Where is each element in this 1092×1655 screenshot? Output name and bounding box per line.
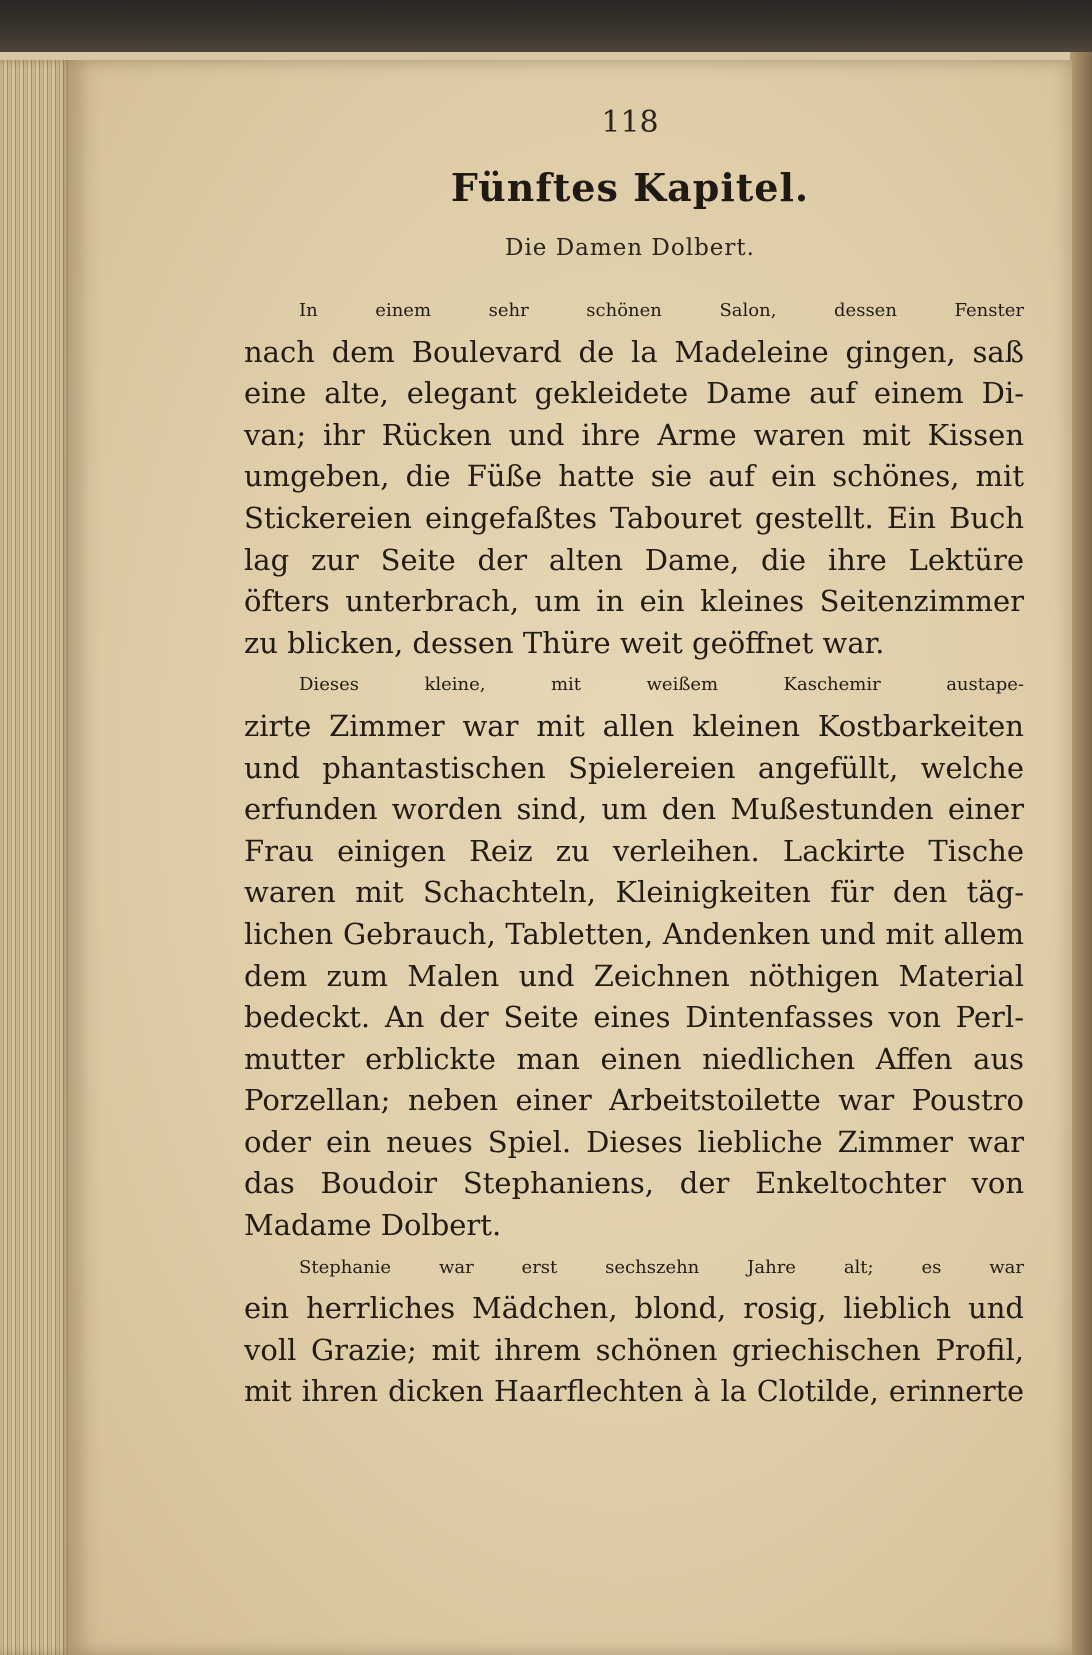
text-line: und phantastischen Spielereien angefüllt, welche — [244, 750, 1024, 785]
text-line: Porzellan; neben einer Arbeitstoilette war Poustro — [244, 1083, 1024, 1118]
text-line: lag zur Seite der alten Dame, die ihre Lektüre — [244, 542, 1024, 577]
text-line: Madame Dolbert. — [244, 1208, 502, 1243]
text-line: dem zum Malen und Zeichnen nöthigen Material — [244, 958, 1024, 993]
text-line: umgeben, die Füße hatte sie auf ein schönes, mit — [244, 459, 1024, 494]
text-line: mutter erblickte man einen niedlichen Affen aus — [244, 1041, 1024, 1076]
body-text — [244, 290, 1024, 1413]
chapter-subtitle: Die Damen Dolbert. — [505, 235, 755, 261]
text-line: waren mit Schachteln, Kleinigkeiten für den täg- — [244, 875, 1024, 910]
text-line: voll Grazie; mit ihrem schönen griechischen Profil, — [244, 1332, 1024, 1367]
paragraph-2 — [244, 664, 1024, 1246]
text-line: ein herrliches Mädchen, blond, rosig, lieblich und — [244, 1291, 1024, 1326]
paragraph-3 — [244, 1247, 1024, 1413]
stacked-page-edges — [0, 60, 72, 1655]
text-line: zu blicken, dessen Thüre weit geöffnet war. — [244, 625, 885, 660]
text-line: In einem sehr schönen Salon, dessen Fenster — [299, 300, 1024, 321]
text-line: Frau einigen Reiz zu verleihen. Lackirte Tische — [244, 833, 1024, 868]
chapter-title: Fünftes Kapitel. — [450, 165, 810, 210]
text-line: eine alte, elegant gekleidete Dame auf einem Di- — [244, 376, 1024, 411]
text-line: van; ihr Rücken und ihre Arme waren mit Kissen — [244, 417, 1024, 452]
text-line: das Boudoir Stephaniens, der Enkeltochter von — [244, 1166, 1024, 1201]
text-line: Dieses kleine, mit weißem Kaschemir austape- — [299, 674, 1024, 696]
text-line: öfters unterbrach, um in ein kleines Seitenzimmer — [244, 584, 1024, 619]
book-cover-edge — [1070, 52, 1092, 1655]
text-line: Stickereien eingefaßtes Tabouret gestellt. Ein Buch — [244, 500, 1024, 535]
text-line: mit ihren dicken Haarflechten à la Clotilde, erinnerte — [244, 1375, 1024, 1409]
page-number: 118 — [601, 105, 659, 140]
paragraph-1 — [244, 290, 1024, 664]
text-line: nach dem Boulevard de la Madeleine gingen, saß — [244, 334, 1024, 369]
text-line: oder ein neues Spiel. Dieses liebliche Zimmer war — [244, 1124, 1024, 1159]
text-line: zirte Zimmer war mit allen kleinen Kostbarkeiten — [244, 708, 1024, 743]
text-line: bedeckt. An der Seite eines Dintenfasses von Perl- — [244, 1000, 1024, 1035]
text-line: lichen Gebrauch, Tabletten, Andenken und mit allem — [244, 916, 1024, 951]
text-line: Stephanie war erst sechszehn Jahre alt; es war — [299, 1256, 1024, 1278]
text-line: erfunden worden sind, um den Mußestunden einer — [244, 792, 1024, 827]
